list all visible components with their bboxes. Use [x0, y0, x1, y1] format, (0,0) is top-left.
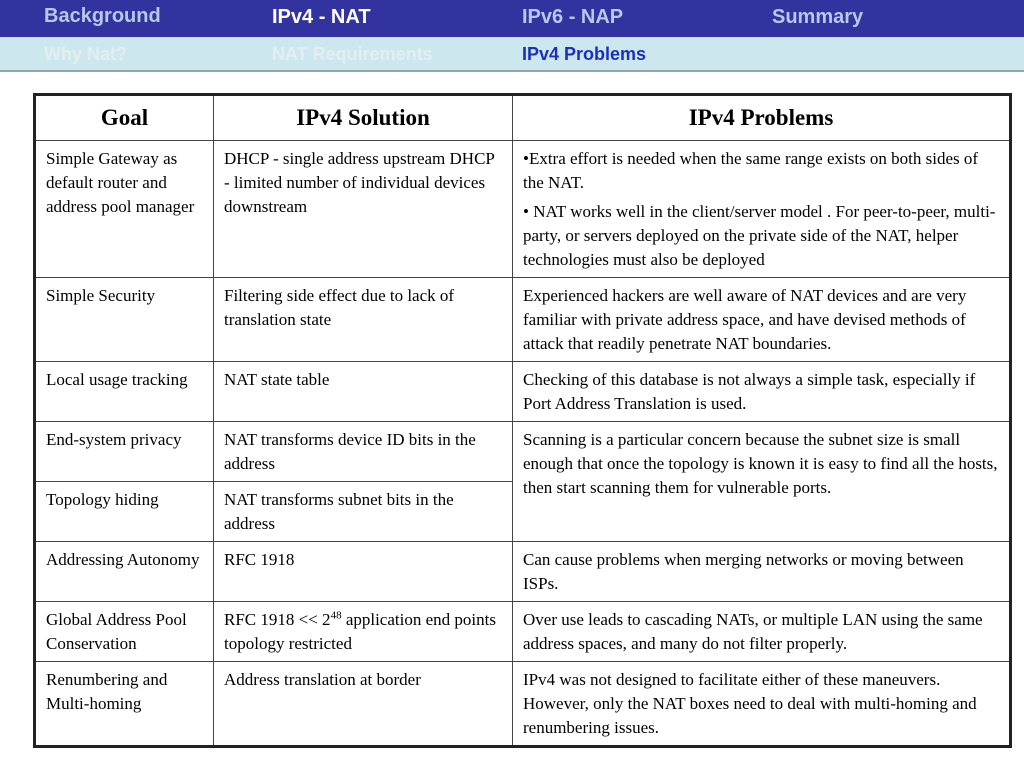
header-ipv4-solution: IPv4 Solution [214, 95, 513, 141]
subnav-nat-requirements[interactable]: NAT Requirements [272, 44, 433, 64]
problem-bullet: •Extra effort is needed when the same range exists on both sides of the NAT. [523, 149, 979, 192]
solution-cell: Address translation at border [214, 662, 513, 747]
solution-cell [214, 602, 513, 662]
goal-cell: Local usage tracking [35, 362, 214, 422]
solution-cell: NAT transforms subnet bits in the address [214, 482, 513, 542]
subnav-ipv4-problems[interactable]: IPv4 Problems [522, 44, 647, 64]
solution-cell: DHCP - single address upstream DHCP - limited number of individual devices downstream [214, 141, 513, 278]
goal-cell: Simple Security [35, 278, 214, 362]
nav-summary[interactable]: Summary [772, 6, 864, 28]
header-goal: Goal [35, 95, 214, 141]
sub-nav [0, 37, 1024, 72]
goal-cell: Global Address Pool Conservation [35, 602, 214, 662]
goal-cell: Addressing Autonomy [35, 542, 214, 602]
header-ipv4-problems: IPv4 Problems [513, 95, 1011, 141]
table-row [35, 662, 1011, 747]
table-row [35, 278, 1011, 362]
goal-cell: Simple Gateway as default router and address pool manager [35, 141, 214, 278]
table-row [35, 141, 1011, 278]
solution-suffix: application end points topology restricted [224, 610, 496, 653]
problem-bullet: • NAT works well in the client/server model . For peer-to-peer, multi- party, or servers deployed on the private side of the NAT, helper technologies must also be deployed [523, 202, 996, 269]
problems-cell: IPv4 was not designed to facilitate either of these maneuvers. However, only the NAT boxes need to deal with multi-homing and renumbering issues. [513, 662, 1011, 747]
solution-cell: NAT state table [214, 362, 513, 422]
table-row [35, 542, 1011, 602]
table-row [35, 422, 1011, 482]
goal-cell: Topology hiding [35, 482, 214, 542]
table-header-row [35, 95, 1011, 141]
nav-background[interactable]: Background [44, 5, 161, 27]
goal-cell: End-system privacy [35, 422, 214, 482]
solution-cell: Filtering side effect due to lack of translation state [214, 278, 513, 362]
goal-cell: Renumbering and Multi-homing [35, 662, 214, 747]
solution-exponent: 48 [330, 609, 342, 622]
table-row [35, 362, 1011, 422]
nav-ipv6-nap[interactable]: IPv6 - NAP [522, 6, 624, 28]
problems-cell: Can cause problems when merging networks or moving between ISPs. [513, 542, 1011, 602]
solution-prefix: RFC 1918 << 2 [224, 610, 331, 629]
problems-cell: Over use leads to cascading NATs, or multiple LAN using the same address spaces, and many do not filter properly. [513, 602, 1011, 662]
problems-cell: Experienced hackers are well aware of NAT devices and are very familiar with private address space, and have devised methods of attack that readily penetrate NAT boundaries. [513, 278, 1011, 362]
ipv4-problems-table [33, 93, 1012, 748]
problems-cell [513, 141, 1011, 278]
problems-cell: Checking of this database is not always a simple task, especially if Port Address Translation is used. [513, 362, 1011, 422]
top-nav [0, 0, 1024, 37]
nav-ipv4-nat[interactable]: IPv4 - NAT [272, 6, 371, 28]
subnav-why-nat[interactable]: Why Nat? [44, 44, 127, 64]
solution-cell: RFC 1918 [214, 542, 513, 602]
table-row [35, 602, 1011, 662]
solution-cell: NAT transforms device ID bits in the address [214, 422, 513, 482]
problems-cell: Scanning is a particular concern because the subnet size is small enough that once the topology is known it is easy to find all the hosts, then start scanning them for vulnerable ports. [513, 422, 1011, 542]
